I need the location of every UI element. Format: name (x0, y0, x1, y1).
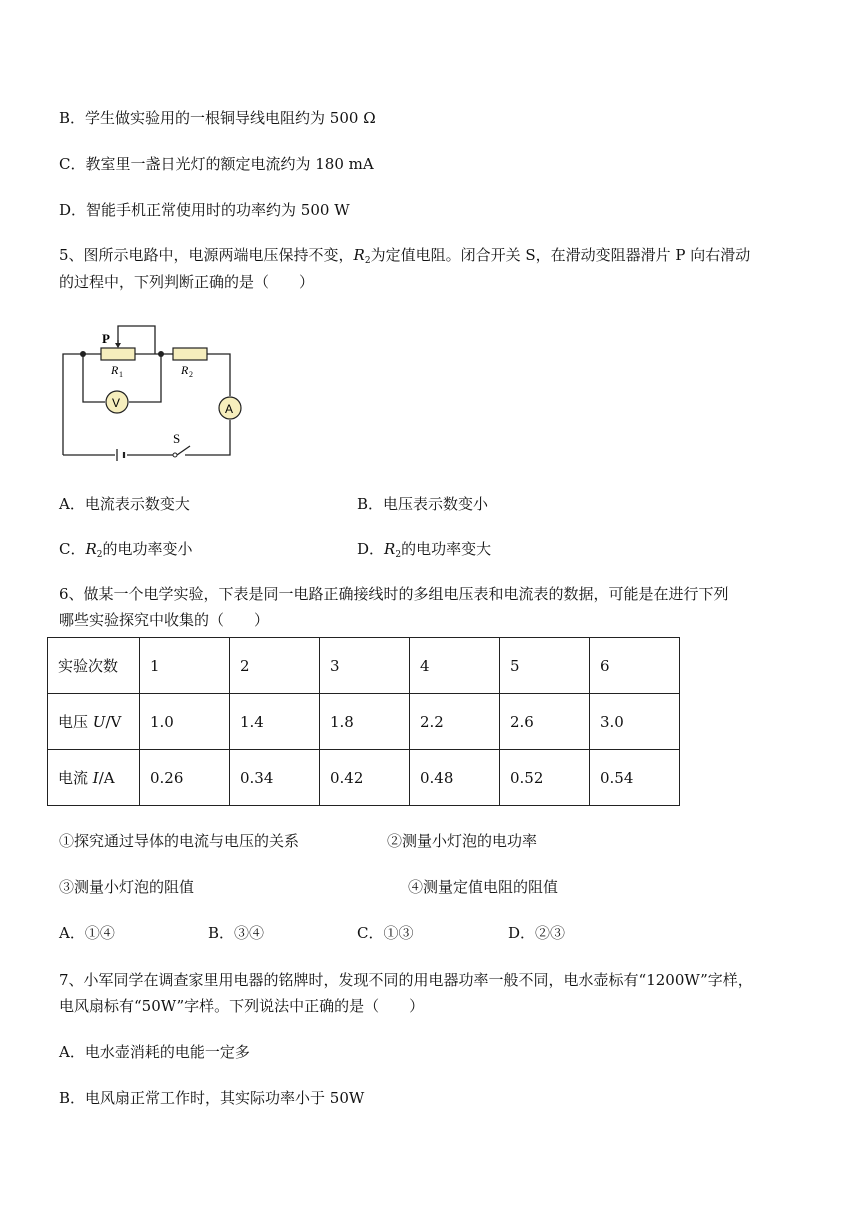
q7-option-b: B．电风扇正常工作时，其实际功率小于 50W (59, 1089, 365, 1107)
q6-item-3: ③测量小灯泡的阻值 (59, 878, 195, 896)
circuit-diagram (55, 318, 255, 466)
data-table (47, 637, 680, 806)
voltage-unit: /V (105, 713, 122, 731)
current-unit: /A (98, 769, 115, 787)
q7-option-a: A．电水壶消耗的电能一定多 (59, 1043, 250, 1061)
current-cell: 0.26 (140, 750, 230, 806)
q6-item-1: ①探究通过导体的电流与电压的关系 (59, 832, 300, 850)
junction-dot (158, 351, 164, 357)
voltage-cell: 1.0 (140, 694, 230, 750)
label-r1: R (111, 363, 119, 377)
voltage-cell: 1.4 (230, 694, 320, 750)
voltage-cell: 3.0 (590, 694, 680, 750)
q6-stem-line2: 哪些实验探究中收集的（ ） (59, 611, 270, 629)
label-r2-sub: 2 (189, 370, 193, 379)
table-row (48, 638, 680, 694)
count-cell: 5 (500, 638, 590, 694)
q5-option-c-sub: 2 (96, 550, 103, 560)
row-label-voltage (48, 694, 140, 750)
q5-option-d-sub: 2 (395, 550, 402, 560)
q5-stem-r2: R (353, 246, 365, 264)
q6-item-4: ④测量定值电阻的阻值 (408, 878, 559, 896)
current-cell: 0.42 (320, 750, 410, 806)
wire-left (63, 354, 83, 455)
current-cell: 0.54 (590, 750, 680, 806)
row-label-current (48, 750, 140, 806)
q5-stem-line2: 的过程中，下列判断正确的是（ ） (59, 273, 315, 291)
rheostat-r1 (101, 348, 135, 360)
count-cell: 3 (320, 638, 410, 694)
q7-stem-line2: 电风扇标有“50W”字样。下列说法中正确的是（ ） (59, 997, 425, 1015)
voltage-label: 电压 (58, 713, 93, 731)
voltage-cell: 1.8 (320, 694, 410, 750)
q5-option-a: A．电流表示数变大 (59, 495, 190, 513)
current-cell: 0.34 (230, 750, 320, 806)
q5-stem-text: 5、图所示电路中，电源两端电压保持不变， (59, 246, 354, 264)
voltage-cell: 2.6 (500, 694, 590, 750)
current-label: 电流 (58, 769, 93, 787)
label-s: S (173, 431, 181, 446)
table-row (48, 694, 680, 750)
q5-stem-r2-sub: 2 (364, 256, 371, 266)
current-cell: 0.48 (410, 750, 500, 806)
table-row (48, 750, 680, 806)
voltage-cell: 2.2 (410, 694, 500, 750)
q5-stem-line1 (59, 245, 750, 271)
switch-blade (177, 446, 190, 455)
q5-option-c-text: 的电功率变小 (102, 540, 193, 558)
q6-stem-line1: 6、做某一个电学实验，下表是同一电路正确接线时的多组电压表和电流表的数据，可能是在进行下列 (59, 585, 729, 603)
label-a: A (225, 402, 234, 416)
q6-item-2: ②测量小灯泡的电功率 (387, 832, 538, 850)
label-r1-sub: 1 (119, 370, 123, 379)
q6-option-b: B．③④ (208, 924, 265, 942)
q6-option-d: D．②③ (508, 924, 566, 942)
q5-option-c (59, 539, 193, 565)
count-cell: 4 (410, 638, 500, 694)
current-symbol: I (92, 769, 99, 787)
q5-option-d-r: R (384, 540, 396, 558)
q5-option-d (357, 539, 491, 565)
count-cell: 6 (590, 638, 680, 694)
slider-arrow (115, 343, 121, 348)
q5-option-b: B．电压表示数变小 (357, 495, 489, 513)
q5-stem-text-end: 为定值电阻。闭合开关 S，在滑动变阻器滑片 P 向右滑动 (370, 246, 751, 264)
row-label-count: 实验次数 (48, 638, 140, 694)
junction-dot (80, 351, 86, 357)
label-v: V (112, 396, 121, 410)
resistor-r2 (173, 348, 207, 360)
q5-option-d-text: 的电功率变大 (401, 540, 492, 558)
q5-option-c-prefix: C． (59, 540, 86, 558)
label-r2: R (181, 363, 189, 377)
q4-option-c: C．教室里一盏日光灯的额定电流约为 180 mA (59, 155, 374, 173)
count-cell: 1 (140, 638, 230, 694)
q5-option-c-r: R (85, 540, 97, 558)
q4-option-b: B．学生做实验用的一根铜导线电阻约为 500 Ω (59, 109, 376, 127)
q5-option-d-prefix: D． (357, 540, 385, 558)
count-cell: 2 (230, 638, 320, 694)
label-p: P (102, 331, 110, 346)
voltage-symbol: U (92, 713, 106, 731)
current-cell: 0.52 (500, 750, 590, 806)
q6-option-a: A．①④ (59, 924, 115, 942)
q7-stem-line1: 7、小军同学在调查家里用电器的铭牌时，发现不同的用电器功率一般不同，电水壶标有“1200W”字样， (59, 971, 753, 989)
q6-option-c: C．①③ (357, 924, 414, 942)
q4-option-d: D．智能手机正常使用时的功率约为 500 W (59, 201, 350, 219)
